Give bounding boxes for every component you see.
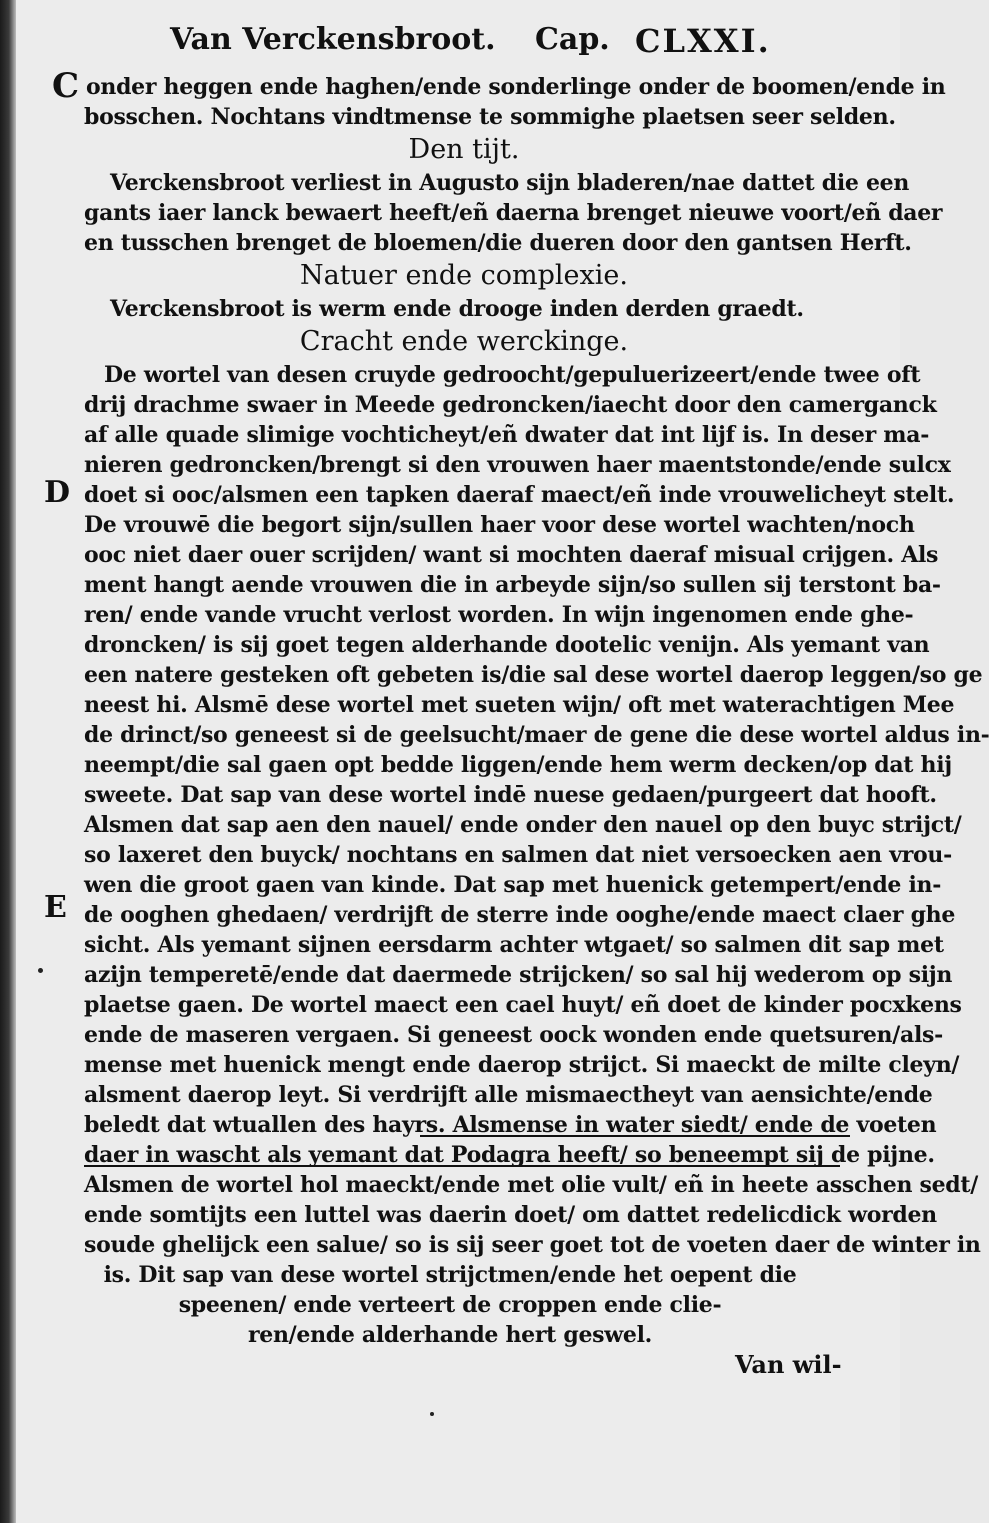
text-line: so laxeret den buyck/ nochtans en salmen dat niet versoecken aen vrou- <box>84 842 952 868</box>
text-line: een natere gesteken oft gebeten is/die sal dese wortel daerop leggen/so ge <box>84 662 983 688</box>
ink-underline <box>420 1135 850 1137</box>
text-line: ende somtijts een luttel was daerin doet/ om dattet redelicdick worden <box>84 1202 937 1228</box>
text-line: gants iaer lanck bewaert heeft/eñ daerna brenget nieuwe voort/eñ daer <box>84 200 943 226</box>
drop-cap: C <box>52 66 80 106</box>
text-line: Verckensbroot verliest in Augusto sijn bladeren/nae dattet die een <box>110 170 910 196</box>
text-line: droncken/ is sij goet tegen alderhande dootelic venijn. Als yemant van <box>84 632 930 658</box>
chapter-number: CLXXI. <box>635 22 771 60</box>
text-line: sicht. Als yemant sijnen eersdarm achter wtgaet/ so salmen dit sap met <box>84 932 944 958</box>
book-gutter-shadow <box>0 0 16 1523</box>
catchword: Van wil- <box>735 1350 842 1379</box>
running-head <box>0 18 900 62</box>
text-line: Alsmen de wortel hol maeckt/ende met olie vult/ eñ in heete asschen sedt/ <box>84 1172 978 1198</box>
text-line: en tusschen brenget de bloemen/die dueren door den gantsen Herft. <box>84 230 912 256</box>
page-title: Van Verckensbroot. <box>170 22 496 57</box>
text-line: ren/ ende vande vrucht verlost worden. In wijn ingenomen ende ghe- <box>84 602 914 628</box>
ink-speck <box>38 968 43 973</box>
text-line: ment hangt aende vrouwen die in arbeyde sijn/so sullen sij terstont ba- <box>84 572 941 598</box>
text-line: is. Dit sap van dese wortel strijctmen/ende het oepent die <box>103 1262 797 1288</box>
text-line: de drinct/so geneest si de geelsucht/maer de gene die dese wortel aldus in- <box>84 722 989 748</box>
text-line: sweete. Dat sap van dese wortel indē nuese gedaen/purgeert dat hooft. <box>84 782 937 808</box>
section-heading: Den tijt. <box>408 134 520 165</box>
text-line: alsment daerop leyt. Si verdrijft alle mismaectheyt van aensichte/ende <box>84 1082 933 1108</box>
text-line: drij drachme swaer in Meede gedroncken/iaecht door den camerganck <box>84 392 937 418</box>
text-line: nieren gedroncken/brengt si den vrouwen haer maentstonde/ende sulcx <box>84 452 951 478</box>
text-line: daer in wascht als yemant dat Podagra heeft/ so beneempt sij de pijne. <box>84 1142 935 1168</box>
text-line: soude ghelijck een salue/ so is sij seer goet tot de voeten daer de winter in <box>84 1232 981 1258</box>
text-line: De wortel van desen cruyde gedroocht/gepuluerizeert/ende twee oft <box>104 362 921 388</box>
text-line: beledt dat wtuallen des hayrs. Alsmense in water siedt/ ende de voeten <box>84 1112 937 1138</box>
text-line: Verckensbroot is werm ende drooge inden derden graedt. <box>110 296 804 322</box>
section-heading: Cracht ende werckinge. <box>299 326 629 357</box>
text-line: plaetse gaen. De wortel maect een cael huyt/ eñ doet de kinder pocxkens <box>84 992 962 1018</box>
margin-letter: E <box>44 890 67 925</box>
ink-underline <box>84 1165 840 1167</box>
text-line: bosschen. Nochtans vindtmense te sommighe plaetsen seer selden. <box>84 104 896 130</box>
text-line: neest hi. Alsmē dese wortel met sueten wijn/ oft met waterachtigen Mee <box>84 692 955 718</box>
text-line: af alle quade slimige vochticheyt/eñ dwater dat int lijf is. In deser ma- <box>84 422 930 448</box>
text-line: de ooghen ghedaen/ verdrijft de sterre inde ooghe/ende maect claer ghe <box>84 902 956 928</box>
text-line: ende de maseren vergaen. Si geneest oock wonden ende quetsuren/als- <box>84 1022 943 1048</box>
text-line: ren/ende alderhande hert geswel. <box>247 1322 653 1348</box>
text-line: onder heggen ende haghen/ende sonderlinge onder de boomen/ende in <box>86 74 946 100</box>
text-line: speenen/ ende verteert de croppen ende clie- <box>178 1292 722 1318</box>
text-line: doet si ooc/alsmen een tapken daeraf maect/eñ inde vrouwelicheyt stelt. <box>84 482 955 508</box>
text-line: ooc niet daer ouer scrijden/ want si mochten daeraf misual crijgen. Als <box>84 542 939 568</box>
margin-letter: D <box>44 475 71 510</box>
text-line: Alsmen dat sap aen den nauel/ ende onder den nauel op den buyc strijct/ <box>84 812 962 838</box>
ink-speck <box>430 1412 434 1416</box>
chapter-label: Cap. <box>535 22 610 57</box>
section-heading: Natuer ende complexie. <box>300 260 628 291</box>
text-line: mense met huenick mengt ende daerop strijct. Si maeckt de milte cleyn/ <box>84 1052 960 1078</box>
text-line: wen die groot gaen van kinde. Dat sap met huenick getempert/ende in- <box>84 872 942 898</box>
text-line: azijn temperetē/ende dat daermede strijcken/ so sal hij wederom op sijn <box>84 962 953 988</box>
text-line: neempt/die sal gaen opt bedde liggen/ende hem werm decken/op dat hij <box>84 752 952 778</box>
text-line: De vrouwē die begort sijn/sullen haer voor dese wortel wachten/noch <box>84 512 915 538</box>
